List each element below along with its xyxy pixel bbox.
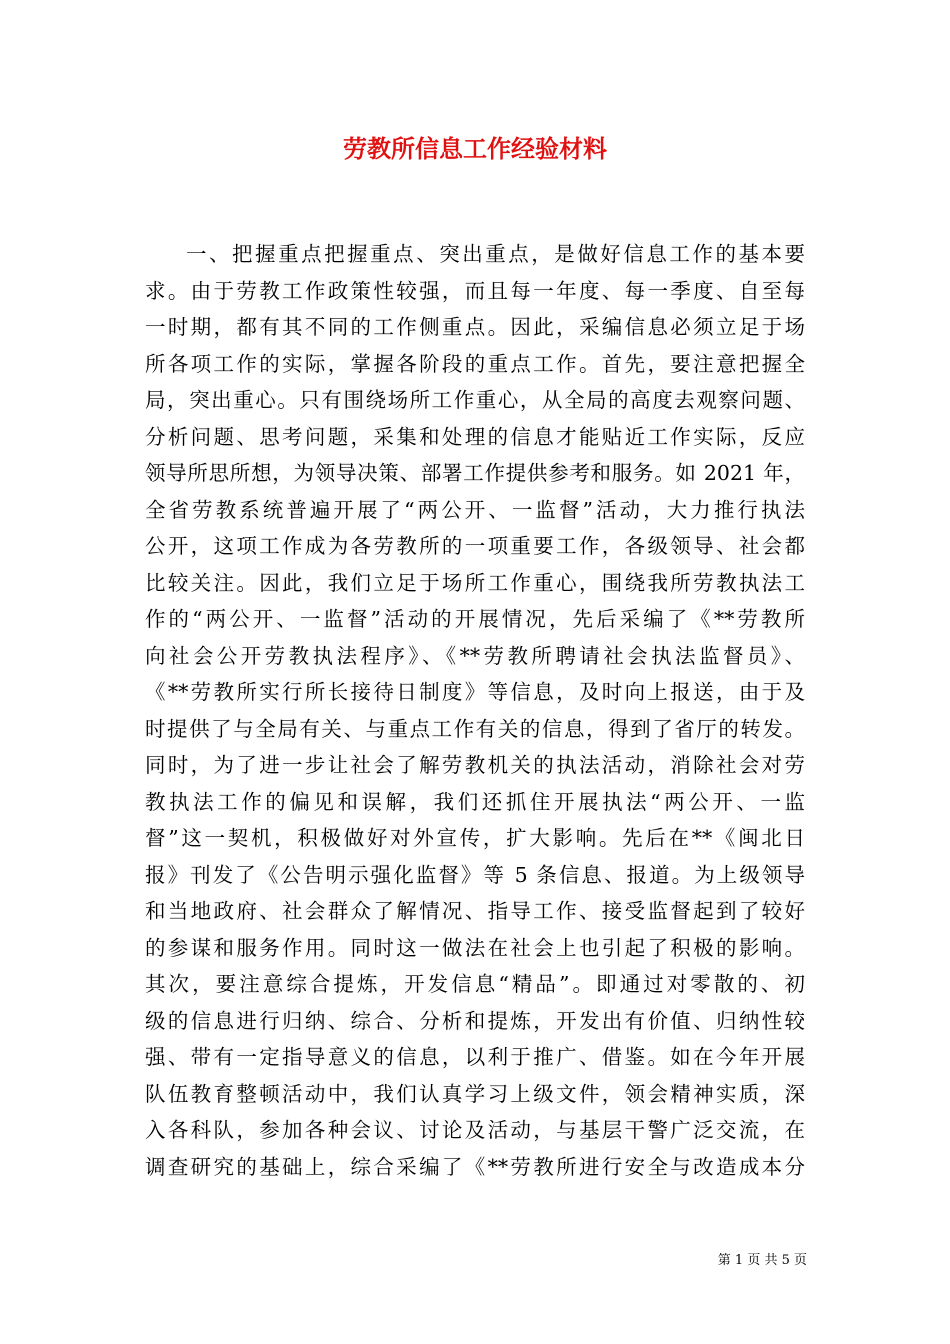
text-line: 的参谋和服务作用。同时这一做法在社会上也引起了积极的影响。 [145, 935, 805, 960]
text-line: 报》刊发了《公告明示强化监督》等 5 条信息、报道。为上级领导 [145, 862, 805, 887]
body-paragraph [145, 236, 805, 1185]
text-line: 一时期，都有其不同的工作侧重点。因此，采编信息必须立足于场 [145, 315, 805, 339]
text-line: 强、带有一定指导意义的信息，以利于推广、借鉴。如在今年开展 [145, 1045, 805, 1069]
text-line: 和当地政府、社会群众了解情况、指导工作、接受监督起到了较好 [145, 899, 805, 923]
text-line: 同时，为了进一步让社会了解劳教机关的执法活动，消除社会对劳 [145, 753, 805, 777]
text-line: 队伍教育整顿活动中，我们认真学习上级文件，领会精神实质，深 [145, 1081, 805, 1106]
text-line: 比较关注。因此，我们立足于场所工作重心，围绕我所劳教执法工 [145, 570, 805, 595]
text-line: 入各科队，参加各种会议、讨论及活动，与基层干警广泛交流，在 [145, 1118, 805, 1142]
text-line: 公开，这项工作成为各劳教所的一项重要工作，各级领导、社会都 [145, 534, 805, 558]
text-line: 领导所思所想，为领导决策、部署工作提供参考和服务。如 2021 年， [145, 461, 805, 485]
text-line: 分析问题、思考问题，采集和处理的信息才能贴近工作实际，反应 [145, 424, 805, 449]
document-title: 劳教所信息工作经验材料 [343, 134, 607, 163]
text-line: 教执法工作的偏见和误解，我们还抓住开展执法“两公开、一监 [145, 789, 805, 814]
page-number-footer: 第 1 页 共 5 页 [717, 1253, 807, 1268]
text-line: 全省劳教系统普遍开展了“两公开、一监督”活动，大力推行执法 [145, 497, 805, 522]
text-line: 级的信息进行归纳、综合、分析和提炼，开发出有价值、归纳性较 [145, 1008, 805, 1033]
text-line: 时提供了与全局有关、与重点工作有关的信息，得到了省厅的转发。 [145, 716, 805, 741]
text-line: 调查研究的基础上，综合采编了《**劳教所进行安全与改造成本分 [145, 1154, 805, 1179]
text-line: 局，突出重心。只有围绕场所工作重心，从全局的高度去观察问题、 [145, 388, 805, 412]
text-line: 一、把握重点把握重点、突出重点，是做好信息工作的基本要 [186, 242, 805, 266]
text-line: 所各项工作的实际，掌握各阶段的重点工作。首先，要注意把握全 [145, 351, 805, 376]
text-line: 作的“两公开、一监督”活动的开展情况，先后采编了《**劳教所 [145, 607, 805, 631]
text-line: 其次，要注意综合提炼，开发信息“精品”。即通过对零散的、初 [145, 972, 805, 996]
text-line: 督”这一契机，积极做好对外宣传，扩大影响。先后在**《闽北日 [145, 826, 805, 850]
text-line: 向社会公开劳教执法程序》、《**劳教所聘请社会执法监督员》、 [145, 643, 805, 668]
text-line: 《**劳教所实行所长接待日制度》等信息，及时向上报送，由于及 [145, 680, 805, 704]
text-line: 求。由于劳教工作政策性较强，而且每一年度、每一季度、自至每 [145, 278, 805, 303]
